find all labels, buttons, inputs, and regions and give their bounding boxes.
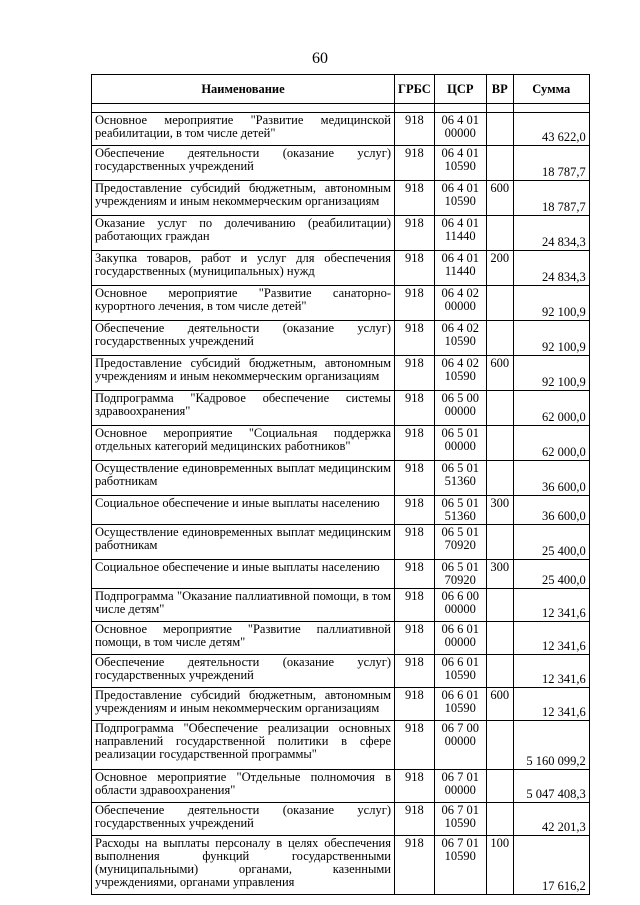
table-row bbox=[92, 286, 590, 321]
cell-name: Предоставление субсидий бюджетным, автономным учреждениям и иным некоммерческим организациям bbox=[92, 181, 395, 216]
table-row bbox=[92, 560, 590, 589]
cell-grbs: 918 bbox=[395, 770, 435, 803]
cell-csr: 06 6 01 00000 bbox=[434, 622, 486, 655]
cell-name: Основное мероприятие "Социальная поддержка отдельных категорий медицинских работников" bbox=[92, 426, 395, 461]
cell-sum: 36 600,0 bbox=[513, 461, 589, 496]
header-spacer-row bbox=[92, 104, 590, 113]
header-name: Наименование bbox=[92, 75, 395, 104]
table-header-row bbox=[92, 75, 590, 104]
cell-name: Обеспечение деятельности (оказание услуг) государственных учреждений bbox=[92, 655, 395, 688]
cell-grbs: 918 bbox=[395, 560, 435, 589]
table-row bbox=[92, 321, 590, 356]
cell-csr: 06 6 00 00000 bbox=[434, 589, 486, 622]
cell-vr bbox=[486, 655, 513, 688]
cell-grbs: 918 bbox=[395, 622, 435, 655]
cell-csr: 06 5 01 70920 bbox=[434, 560, 486, 589]
cell-grbs: 918 bbox=[395, 525, 435, 560]
cell-sum: 92 100,9 bbox=[513, 286, 589, 321]
cell-name: Закупка товаров, работ и услуг для обеспечения государственных (муниципальных) нужд bbox=[92, 251, 395, 286]
cell-csr: 06 7 01 00000 bbox=[434, 770, 486, 803]
cell-vr bbox=[486, 721, 513, 770]
cell-vr bbox=[486, 286, 513, 321]
cell-sum: 62 000,0 bbox=[513, 426, 589, 461]
cell-name: Социальное обеспечение и иные выплаты населению bbox=[92, 560, 395, 589]
cell-csr: 06 4 02 10590 bbox=[434, 356, 486, 391]
cell-name: Подпрограмма "Обеспечение реализации основных направлений государственной политики в сфере реализации государственной программы" bbox=[92, 721, 395, 770]
cell-vr: 300 bbox=[486, 560, 513, 589]
table-body bbox=[92, 113, 590, 895]
cell-name: Основное мероприятие "Отдельные полномочия в области здравоохранения" bbox=[92, 770, 395, 803]
cell-csr: 06 4 02 00000 bbox=[434, 286, 486, 321]
cell-sum: 25 400,0 bbox=[513, 525, 589, 560]
cell-sum: 18 787,7 bbox=[513, 146, 589, 181]
table-row bbox=[92, 426, 590, 461]
table-row bbox=[92, 113, 590, 146]
cell-sum: 92 100,9 bbox=[513, 356, 589, 391]
header-grbs: ГРБС bbox=[395, 75, 435, 104]
cell-grbs: 918 bbox=[395, 286, 435, 321]
cell-grbs: 918 bbox=[395, 426, 435, 461]
cell-sum: 12 341,6 bbox=[513, 622, 589, 655]
cell-vr bbox=[486, 426, 513, 461]
table-row bbox=[92, 688, 590, 721]
cell-grbs: 918 bbox=[395, 461, 435, 496]
cell-csr: 06 4 01 11440 bbox=[434, 216, 486, 251]
cell-csr: 06 4 01 10590 bbox=[434, 146, 486, 181]
cell-sum: 24 834,3 bbox=[513, 216, 589, 251]
cell-name: Основное мероприятие "Развитие медицинской реабилитации, в том числе детей" bbox=[92, 113, 395, 146]
cell-vr bbox=[486, 525, 513, 560]
cell-csr: 06 5 01 70920 bbox=[434, 525, 486, 560]
cell-name: Обеспечение деятельности (оказание услуг) государственных учреждений bbox=[92, 803, 395, 836]
cell-sum: 24 834,3 bbox=[513, 251, 589, 286]
cell-csr: 06 4 01 11440 bbox=[434, 251, 486, 286]
cell-vr bbox=[486, 216, 513, 251]
cell-sum: 42 201,3 bbox=[513, 803, 589, 836]
table-row bbox=[92, 181, 590, 216]
table-row bbox=[92, 391, 590, 426]
cell-name: Основное мероприятие "Развитие санаторно-курортного лечения, в том числе детей" bbox=[92, 286, 395, 321]
cell-sum: 17 616,2 bbox=[513, 836, 589, 895]
cell-grbs: 918 bbox=[395, 836, 435, 895]
cell-grbs: 918 bbox=[395, 496, 435, 525]
cell-name: Осуществление единовременных выплат медицинским работникам bbox=[92, 525, 395, 560]
table-row bbox=[92, 589, 590, 622]
cell-csr: 06 6 01 10590 bbox=[434, 655, 486, 688]
budget-table bbox=[91, 74, 590, 895]
cell-sum: 92 100,9 bbox=[513, 321, 589, 356]
table-row bbox=[92, 146, 590, 181]
cell-csr: 06 6 01 10590 bbox=[434, 688, 486, 721]
cell-grbs: 918 bbox=[395, 391, 435, 426]
cell-sum: 12 341,6 bbox=[513, 589, 589, 622]
header-csr: ЦСР bbox=[434, 75, 486, 104]
cell-grbs: 918 bbox=[395, 146, 435, 181]
cell-sum: 25 400,0 bbox=[513, 560, 589, 589]
cell-vr bbox=[486, 321, 513, 356]
cell-name: Социальное обеспечение и иные выплаты населению bbox=[92, 496, 395, 525]
cell-vr: 600 bbox=[486, 181, 513, 216]
cell-sum: 43 622,0 bbox=[513, 113, 589, 146]
cell-name: Основное мероприятие "Развитие паллиативной помощи, в том числе детям" bbox=[92, 622, 395, 655]
cell-vr bbox=[486, 803, 513, 836]
cell-vr bbox=[486, 391, 513, 426]
table-row bbox=[92, 803, 590, 836]
cell-sum: 62 000,0 bbox=[513, 391, 589, 426]
cell-grbs: 918 bbox=[395, 721, 435, 770]
cell-sum: 5 047 408,3 bbox=[513, 770, 589, 803]
cell-grbs: 918 bbox=[395, 113, 435, 146]
cell-grbs: 918 bbox=[395, 321, 435, 356]
cell-vr: 200 bbox=[486, 251, 513, 286]
table-row bbox=[92, 622, 590, 655]
cell-name: Обеспечение деятельности (оказание услуг) государственных учреждений bbox=[92, 321, 395, 356]
cell-csr: 06 7 01 10590 bbox=[434, 836, 486, 895]
cell-name: Подпрограмма "Оказание паллиативной помощи, в том числе детям" bbox=[92, 589, 395, 622]
cell-sum: 36 600,0 bbox=[513, 496, 589, 525]
header-vr: ВР bbox=[486, 75, 513, 104]
cell-csr: 06 5 01 51360 bbox=[434, 461, 486, 496]
cell-csr: 06 4 01 10590 bbox=[434, 181, 486, 216]
cell-sum: 5 160 099,2 bbox=[513, 721, 589, 770]
cell-grbs: 918 bbox=[395, 655, 435, 688]
table-row bbox=[92, 836, 590, 895]
cell-csr: 06 5 00 00000 bbox=[434, 391, 486, 426]
cell-vr: 600 bbox=[486, 688, 513, 721]
table-row bbox=[92, 770, 590, 803]
cell-grbs: 918 bbox=[395, 356, 435, 391]
cell-vr bbox=[486, 622, 513, 655]
cell-vr bbox=[486, 146, 513, 181]
cell-grbs: 918 bbox=[395, 216, 435, 251]
cell-grbs: 918 bbox=[395, 181, 435, 216]
cell-vr bbox=[486, 113, 513, 146]
cell-csr: 06 5 01 00000 bbox=[434, 426, 486, 461]
table-row bbox=[92, 496, 590, 525]
cell-vr: 600 bbox=[486, 356, 513, 391]
cell-vr bbox=[486, 770, 513, 803]
cell-name: Расходы на выплаты персоналу в целях обеспечения выполнения функций государственными (муниципальными) органами, казенными учреждениями, органами управления bbox=[92, 836, 395, 895]
table-row bbox=[92, 356, 590, 391]
cell-sum: 12 341,6 bbox=[513, 655, 589, 688]
table-row bbox=[92, 461, 590, 496]
cell-grbs: 918 bbox=[395, 803, 435, 836]
cell-vr bbox=[486, 461, 513, 496]
cell-vr: 100 bbox=[486, 836, 513, 895]
cell-vr: 300 bbox=[486, 496, 513, 525]
table-row bbox=[92, 655, 590, 688]
page-number: 60 bbox=[312, 50, 328, 67]
cell-name: Предоставление субсидий бюджетным, автономным учреждениям и иным некоммерческим организациям bbox=[92, 356, 395, 391]
cell-sum: 18 787,7 bbox=[513, 181, 589, 216]
cell-csr: 06 7 00 00000 bbox=[434, 721, 486, 770]
header-sum: Сумма bbox=[513, 75, 589, 104]
cell-csr: 06 4 01 00000 bbox=[434, 113, 486, 146]
cell-name: Обеспечение деятельности (оказание услуг) государственных учреждений bbox=[92, 146, 395, 181]
cell-grbs: 918 bbox=[395, 251, 435, 286]
table-row bbox=[92, 216, 590, 251]
cell-csr: 06 7 01 10590 bbox=[434, 803, 486, 836]
cell-csr: 06 4 02 10590 bbox=[434, 321, 486, 356]
cell-name: Осуществление единовременных выплат медицинским работникам bbox=[92, 461, 395, 496]
cell-vr bbox=[486, 589, 513, 622]
cell-name: Оказание услуг по долечиванию (реабилитации) работающих граждан bbox=[92, 216, 395, 251]
cell-grbs: 918 bbox=[395, 589, 435, 622]
table-row bbox=[92, 721, 590, 770]
cell-csr: 06 5 01 51360 bbox=[434, 496, 486, 525]
cell-name: Предоставление субсидий бюджетным, автономным учреждениям и иным некоммерческим организациям bbox=[92, 688, 395, 721]
cell-grbs: 918 bbox=[395, 688, 435, 721]
table-row bbox=[92, 525, 590, 560]
table-row bbox=[92, 251, 590, 286]
cell-sum: 12 341,6 bbox=[513, 688, 589, 721]
cell-name: Подпрограмма "Кадровое обеспечение системы здравоохранения" bbox=[92, 391, 395, 426]
